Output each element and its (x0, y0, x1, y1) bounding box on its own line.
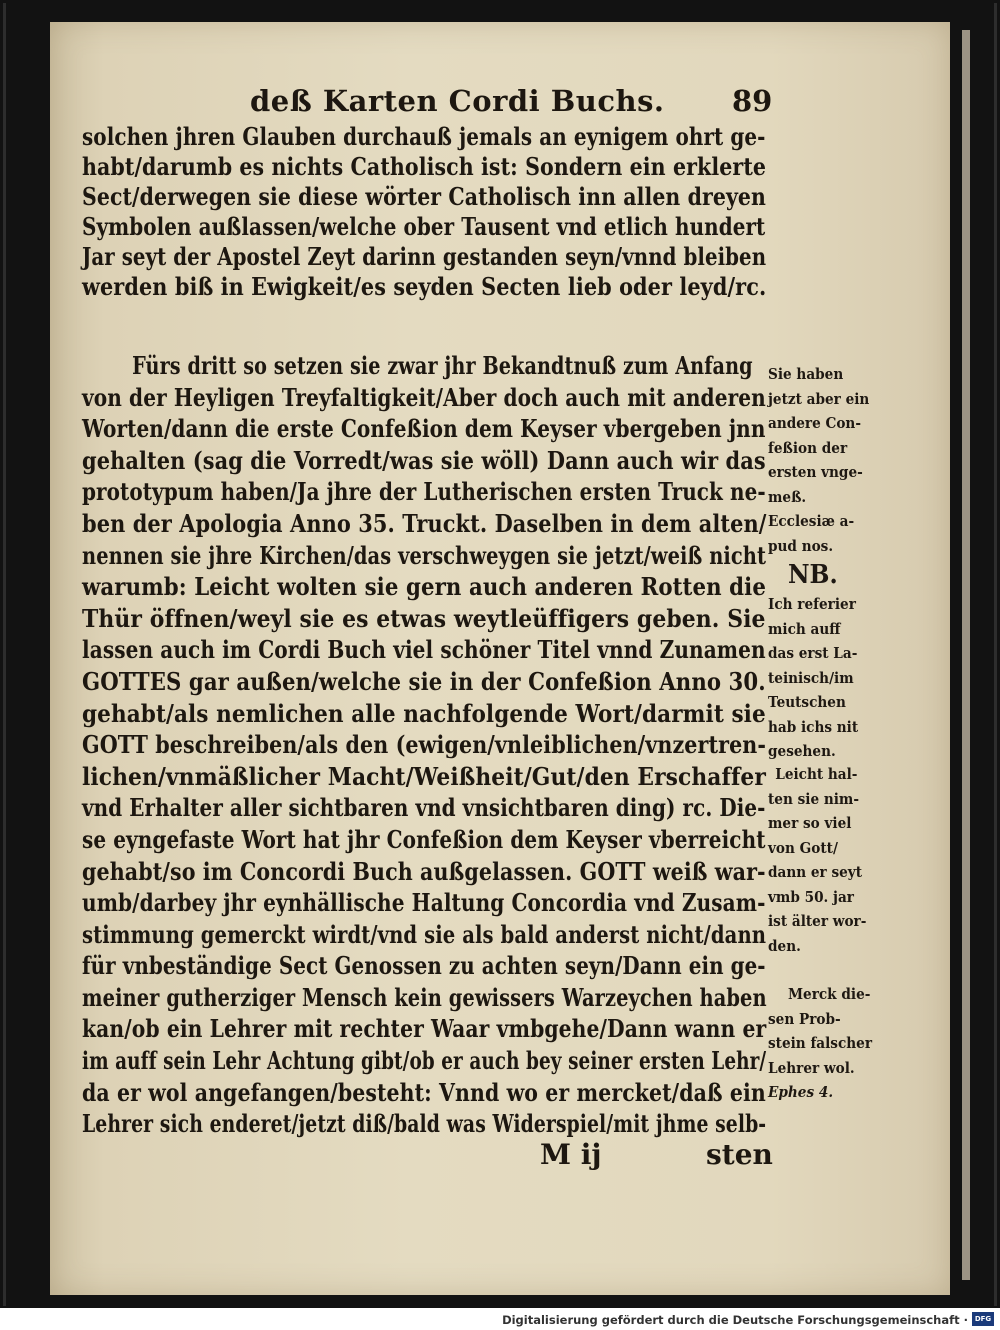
text-line: solchen jhren Glauben durchauß jemals an eynigem ohrt ge- (82, 122, 766, 151)
text-line: prototypum haben/Ja jhre der Lutherischen ersten Truck ne- (82, 477, 766, 507)
margin-note-line: ten sie nim- (768, 789, 859, 808)
margin-note-line: stein falscher (768, 1034, 873, 1052)
text-line: da er wol angefangen/besteht: Vnnd wo er mercket/daß ein (82, 1077, 766, 1107)
margin-note-line: Lehrer wol. (768, 1058, 855, 1077)
text-line: nennen sie jhre Kirchen/das verschweygen sie jetzt/weiß nicht (82, 540, 767, 570)
text-line: meiner gutherziger Mensch kein gewissers Warzeychen haben (82, 982, 767, 1012)
margin-note-line: hab ichs nit (768, 717, 859, 736)
book-page-edge (962, 30, 970, 1280)
text-line: ben der Apologia Anno 35. Truckt. Daselben in dem alten/ (82, 508, 767, 538)
margin-note-line: jetzt aber ein (768, 389, 870, 408)
margin-note-line: teinisch/im (768, 668, 854, 687)
text-line: Worten/dann die erste Confeßion dem Keyser vbergeben jnn (82, 414, 766, 444)
margin-note-line: feßion der (768, 438, 848, 457)
running-head: deß Karten Cordi Buchs. (250, 84, 665, 118)
text-line: Lehrer sich enderet/jetzt diß/bald was Widerspiel/mit jhme selb- (82, 1109, 767, 1139)
margin-note-line: das erst La- (768, 644, 858, 662)
text-line: stimmung gemerckt wirdt/vnd sie als bald anderst nicht/dann (82, 919, 767, 949)
text-line: lassen auch im Cordi Buch viel schöner Titel vnnd Zunamen (82, 635, 766, 665)
margin-note-line: ist älter wor- (768, 912, 867, 930)
signature-mark: M ij (540, 1138, 602, 1171)
dfg-logo: DFG (972, 1312, 994, 1326)
text-line: gehabt/als nemlichen alle nachfolgende Wort/darmit sie (82, 698, 766, 728)
margin-note-line: ersten vnge- (768, 463, 863, 481)
text-line: GOTT beschreiben/als den (ewigen/vnleiblichen/vnzertren- (82, 730, 767, 760)
text-line: gehalten (sag die Vorredt/was sie wöll) Dann auch wir das (82, 445, 766, 475)
text-line: Sect/derwegen sie diese wörter Catholisch inn allen dreyen (82, 182, 766, 211)
margin-note-line: Ephes 4. (768, 1083, 834, 1101)
paragraph-1 (82, 122, 766, 302)
funding-credit: Digitalisierung gefördert durch die Deutsche Forschungsgemeinschaft · (502, 1313, 968, 1327)
margin-note-line: Teutschen (768, 693, 846, 711)
margin-note-4 (768, 982, 898, 1105)
text-line: Symbolen außlassen/welche ober Tausent vnd etlich hundert (82, 212, 766, 241)
text-line: Fürs dritt so setzen sie zwar jhr Bekandtnuß zum Anfang (132, 351, 753, 380)
margin-note-1 (768, 362, 898, 764)
margin-note-line: Leicht hal- (775, 765, 858, 783)
margin-note-line: von Gott/ (768, 838, 838, 857)
margin-note-line: meß. (768, 487, 807, 506)
margin-note-line: andere Con- (768, 414, 861, 432)
margin-note-line: Sie haben (768, 365, 844, 383)
paragraph-2 (82, 350, 766, 1140)
margin-note-line: pud nos. (768, 536, 834, 555)
text-line: lichen/vnmäßlicher Macht/Weißheit/Gut/den Erschaffer (82, 761, 766, 791)
text-line: se eyngefaste Wort hat jhr Confeßion dem Keyser vberreicht (82, 824, 766, 854)
margin-note-line: den. (768, 936, 801, 955)
text-line: kan/ob ein Lehrer mit rechter Waar vmbgehe/Dann wann er (82, 1014, 767, 1044)
margin-note-line: dann er seyt (768, 863, 863, 881)
margin-note-line: Ecclesiæ a- (768, 512, 855, 530)
text-line: Jar seyt der Apostel Zeyt darinn gestanden seyn/vnnd bleiben (82, 242, 767, 271)
text-line: umb/darbey jhr eynhällische Haltung Concordia vnd Zusam- (82, 888, 766, 918)
text-line: für vnbeständige Sect Genossen zu achten seyn/Dann ein ge- (82, 951, 766, 981)
margin-note-line: gesehen. (768, 742, 836, 760)
text-line: von der Heyligen Treyfaltigkeit/Aber doch auch mit anderen (82, 382, 766, 412)
text-line: werden biß in Ewigkeit/es seyden Secten lieb oder leyd/rc. (82, 272, 767, 301)
text-line: gehabt/so im Concordi Buch außgelassen. GOTT weiß war- (82, 856, 766, 886)
margin-note-line: Merck die- (787, 985, 871, 1003)
margin-note-line: mich auff (768, 619, 841, 638)
margin-note-line: Ich referier (768, 595, 856, 613)
page-number: 89 (732, 84, 773, 118)
text-line: GOTTES gar außen/welche sie in der Confeßion Anno 30. (82, 666, 766, 696)
margin-note-line: sen Prob- (768, 1009, 841, 1028)
margin-note-line: mer so viel (768, 814, 852, 832)
margin-note-line: vmb 50. jar (768, 887, 854, 906)
margin-note-3 (768, 762, 898, 958)
text-line: habt/darumb es nichts Catholisch ist: Sondern ein erklerte (82, 152, 767, 181)
text-line: warumb: Leicht wolten sie gern auch anderen Rotten die (82, 572, 766, 602)
text-line: Thür öffnen/weyl sie es etwas weytleüffigers geben. Sie (82, 603, 766, 633)
catchword: sten (706, 1138, 773, 1171)
nota-bene-mark: NB. (787, 560, 838, 590)
text-line: im auff sein Lehr Achtung gibt/ob er auch bey seiner ersten Lehr/ (82, 1046, 767, 1076)
text-line: vnd Erhalter aller sichtbaren vnd vnsichtbaren ding) rc. Die- (82, 793, 766, 823)
